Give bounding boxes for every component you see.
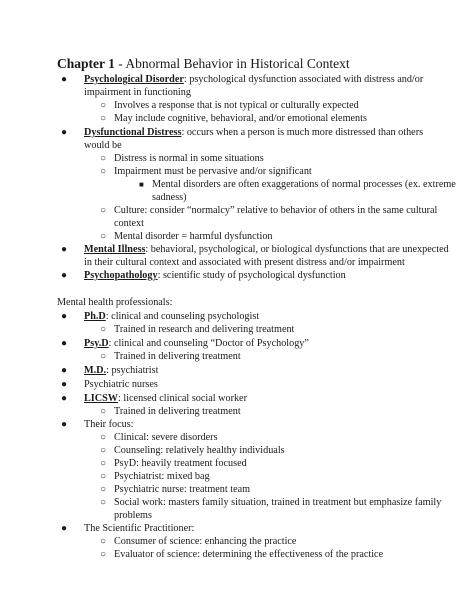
- sub-item: Trained in delivering treatment: [114, 406, 241, 417]
- bullet-icon: ●: [61, 523, 68, 534]
- square-bullet-icon: ■: [139, 180, 144, 189]
- sub-item: May include cognitive, behavioral, and/or emotional elements: [114, 113, 367, 124]
- definition-continuation: in their cultural context and associated with present distress and/or impairment: [84, 257, 405, 268]
- list-item-mental-illness: [84, 243, 449, 256]
- sub-sub-item-continuation: sadness): [152, 192, 187, 203]
- bullet-icon: ●: [61, 127, 68, 138]
- term-psychological-disorder: Psychological Disorder: [84, 74, 184, 85]
- sub-item: Distress is normal in some situations: [114, 153, 264, 164]
- sub-item: Evaluator of science: determining the effectiveness of the practice: [114, 549, 384, 560]
- bullet-icon: ●: [61, 379, 68, 390]
- list-item-scientific-practitioner: The Scientific Practitioner:: [84, 523, 195, 534]
- bullet-icon: ●: [61, 74, 68, 85]
- circle-bullet-icon: ○: [100, 406, 107, 417]
- bullet-icon: ●: [61, 244, 68, 255]
- list-item-licsw: [84, 392, 247, 405]
- term-dysfunctional-distress: Dysfunctional Distress: [84, 127, 182, 138]
- list-item-psychological-disorder: [84, 73, 423, 86]
- bullet-icon: ●: [61, 338, 68, 349]
- circle-bullet-icon: ○: [100, 205, 107, 216]
- circle-bullet-icon: ○: [100, 351, 107, 362]
- bullet-icon: ●: [61, 393, 68, 404]
- list-item-dysfunctional-distress: [84, 126, 423, 139]
- definition-text: : licensed clinical social worker: [117, 393, 247, 404]
- definition-text: : psychological dysfunction associated with distress and/or: [183, 74, 424, 85]
- circle-bullet-icon: ○: [100, 497, 107, 508]
- sub-item: Consumer of science: enhancing the practice: [114, 536, 297, 547]
- term-psyd: Psy.D: [84, 338, 109, 349]
- term-licsw: LICSW: [84, 393, 118, 404]
- sub-item: Trained in research and delivering treatment: [114, 324, 295, 335]
- circle-bullet-icon: ○: [100, 113, 107, 124]
- definition-text: : behavioral, psychological, or biological dysfunctions that are unexpected: [145, 244, 449, 255]
- list-item-psychopathology: [84, 269, 346, 282]
- sub-item-continuation: context: [114, 218, 144, 229]
- bullet-icon: ●: [61, 419, 68, 430]
- sub-item: Psychiatric nurse: treatment team: [114, 484, 251, 495]
- sub-item: Social work: masters family situation, trained in treatment but emphasize family: [114, 497, 442, 508]
- bullet-icon: ●: [61, 365, 68, 376]
- circle-bullet-icon: ○: [100, 549, 107, 560]
- list-item-nurses: Psychiatric nurses: [84, 379, 158, 390]
- sub-item: Mental disorder = harmful dysfunction: [114, 231, 273, 242]
- chapter-label: Chapter 1: [57, 56, 115, 71]
- definition-continuation: would be: [84, 140, 122, 151]
- term-mental-illness: Mental Illness: [84, 244, 146, 255]
- definition-text: : clinical and counseling “Doctor of Psychology”: [108, 338, 309, 349]
- sub-item-continuation: problems: [114, 510, 152, 521]
- definition-text: : occurs when a person is much more distressed than others: [181, 127, 424, 138]
- circle-bullet-icon: ○: [100, 432, 107, 443]
- circle-bullet-icon: ○: [100, 445, 107, 456]
- list-item-psyd: [84, 337, 309, 350]
- sub-sub-item: Mental disorders are often exaggerations of normal processes (ex. extreme: [152, 179, 456, 190]
- circle-bullet-icon: ○: [100, 153, 107, 164]
- chapter-separator: -: [114, 56, 126, 71]
- term-phd: Ph.D: [84, 311, 106, 322]
- circle-bullet-icon: ○: [100, 484, 107, 495]
- circle-bullet-icon: ○: [100, 231, 107, 242]
- sub-item: PsyD: heavily treatment focused: [114, 458, 247, 469]
- definition-text: : clinical and counseling psychologist: [105, 311, 260, 322]
- sub-item: Culture: consider “normalcy” relative to behavior of others in the same cultural: [114, 205, 438, 216]
- chapter-subtitle: Abnormal Behavior in Historical Context: [125, 56, 350, 71]
- definition-text: : scientific study of psychological dysfunction: [157, 270, 346, 281]
- circle-bullet-icon: ○: [100, 536, 107, 547]
- sub-item: Impairment must be pervasive and/or significant: [114, 166, 312, 177]
- circle-bullet-icon: ○: [100, 471, 107, 482]
- circle-bullet-icon: ○: [100, 324, 107, 335]
- sub-item: Psychiatrist: mixed bag: [114, 471, 210, 482]
- section-heading-professionals: Mental health professionals:: [57, 297, 173, 308]
- bullet-icon: ●: [61, 270, 68, 281]
- circle-bullet-icon: ○: [100, 166, 107, 177]
- circle-bullet-icon: ○: [100, 100, 107, 111]
- bullet-icon: ●: [61, 311, 68, 322]
- sub-item: Trained in delivering treatment: [114, 351, 241, 362]
- chapter-title: [57, 56, 350, 72]
- definition-continuation: impairment in functioning: [84, 87, 191, 98]
- list-item-focus: Their focus:: [84, 419, 134, 430]
- definition-text: : psychiatrist: [106, 365, 159, 376]
- sub-item: Involves a response that is not typical or culturally expected: [114, 100, 359, 111]
- sub-item: Counseling: relatively healthy individuals: [114, 445, 285, 456]
- term-psychopathology: Psychopathology: [84, 270, 158, 281]
- circle-bullet-icon: ○: [100, 458, 107, 469]
- sub-item: Clinical: severe disorders: [114, 432, 218, 443]
- term-md: M.D.: [84, 365, 107, 376]
- list-item-phd: [84, 310, 259, 323]
- list-item-md: [84, 364, 158, 377]
